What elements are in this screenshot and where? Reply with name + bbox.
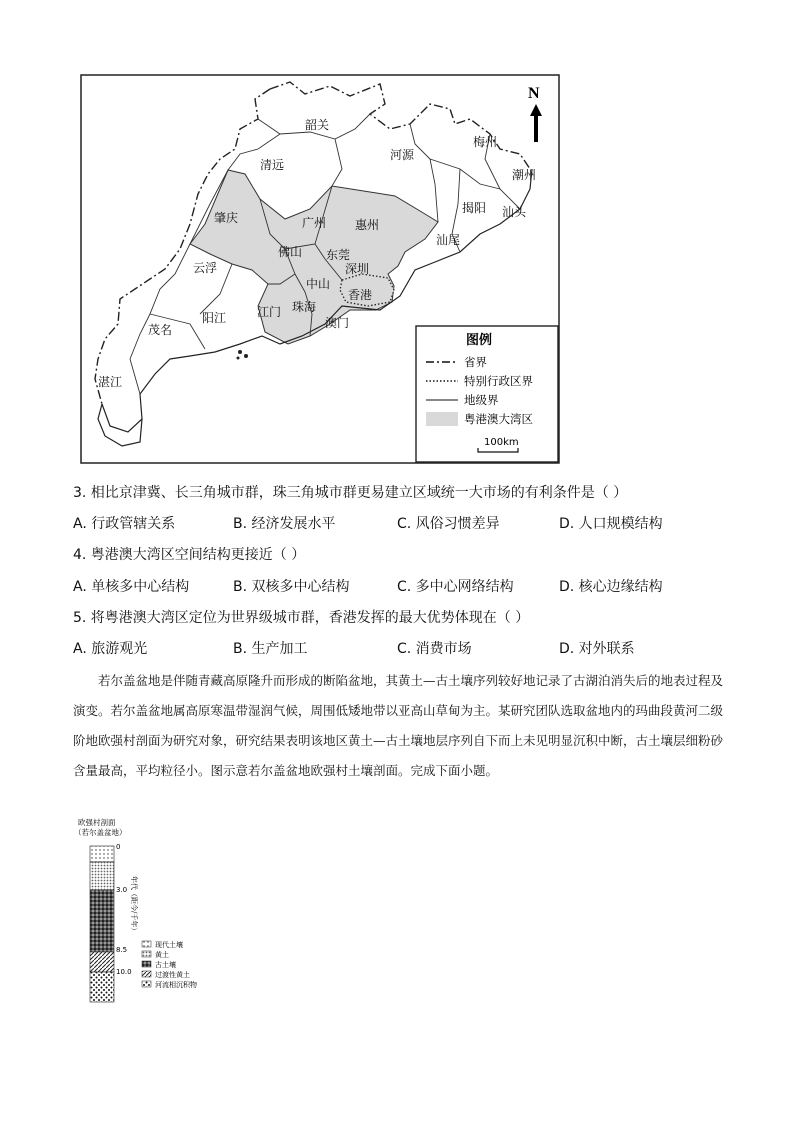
layer-loess: [90, 862, 114, 890]
city-shanwei: 汕尾: [436, 233, 461, 247]
legend-item-province: 省界: [464, 355, 487, 369]
layer-paleosol: [90, 890, 114, 952]
city-shaoguan: 韶关: [305, 118, 330, 132]
city-huizhou: 惠州: [355, 218, 380, 232]
tick-3: 3.0: [116, 886, 128, 894]
profile-title-2: （若尔盖盆地）: [74, 828, 127, 837]
city-jiangmen: 江门: [257, 305, 282, 319]
tick-10: 10.0: [116, 968, 132, 976]
city-yunfu: 云浮: [193, 261, 218, 275]
tick-0: 0: [116, 843, 121, 851]
city-yangjiang: 阳江: [202, 311, 227, 325]
q3-option-a[interactable]: A. 行政管辖关系: [73, 516, 176, 532]
city-foshan: 佛山: [278, 245, 303, 259]
question-5-stem: 5. 将粤港澳大湾区定位为世界级城市群，香港发挥的最大优势体现在（ ）: [73, 610, 530, 626]
q4-option-b[interactable]: B. 双核多中心结构: [233, 579, 350, 595]
axis-label: 年代（距今/千年）: [130, 876, 138, 935]
map-legend: [416, 326, 558, 462]
city-zhaoqing: 肇庆: [214, 211, 239, 225]
city-chaozhou: 潮州: [512, 168, 537, 182]
layer-fluvial: [90, 972, 114, 1002]
city-shenzhen: 深圳: [345, 262, 370, 276]
q4-option-a[interactable]: A. 单核多中心结构: [73, 579, 190, 595]
tick-8-5: 8.5: [116, 946, 128, 954]
city-meizhou: 梅州: [473, 135, 498, 149]
legend-item-sar: 特别行政区界: [464, 374, 533, 388]
city-zhongshan: 中山: [306, 277, 331, 291]
guangdong-map: [80, 74, 560, 464]
q5-option-b[interactable]: B. 生产加工: [233, 641, 308, 657]
city-heyuan: 河源: [390, 148, 415, 162]
city-zhanjiang: 湛江: [98, 375, 123, 389]
legend-scale: 100km: [484, 437, 519, 448]
layer-modern-soil: [90, 846, 114, 862]
legend-loess: 黄土: [155, 951, 169, 959]
question-3-stem: 3. 相比京津冀、长三角城市群，珠三角城市群更易建立区域统一大市场的有利条件是（ ）: [73, 485, 628, 501]
city-guangzhou: 广州: [302, 216, 327, 230]
city-dongguan: 东莞: [326, 248, 351, 262]
legend-item-bay-area: 粤港澳大湾区: [464, 412, 533, 426]
reading-passage: [73, 666, 723, 786]
north-label: N: [528, 85, 540, 102]
soil-profile-figure: [70, 816, 240, 1008]
passage-text: 若尔盖盆地是伴随青藏高原隆升而形成的断陷盆地，其黄土—古土壤序列较好地记录了古湖泊消失后的地表过程及演变。若尔盖盆地属高原寒温带湿润气候，周围低矮地带以亚高山草甸为主。某研究团队选取盆地内的玛曲段黄河二级阶地欧强村剖面为研究对象，研究结果表明该地区黄土—古土壤地层序列自下而上未见明显沉积中断，古土壤层细粉砂含量最高，平均粒径小。图示意若尔盖盆地欧强村土壤剖面。完成下面小题。: [73, 673, 724, 778]
city-qingyuan: 清远: [260, 158, 285, 172]
q4-option-c[interactable]: C. 多中心网络结构: [397, 579, 514, 595]
city-hongkong: 香港: [348, 288, 373, 302]
profile-title-1: 欧强村剖面: [78, 818, 116, 827]
layer-transitional-loess: [90, 952, 114, 972]
q4-option-d[interactable]: D. 核心边缘结构: [559, 579, 663, 595]
legend-transitional-loess: 过渡性黄土: [155, 971, 190, 979]
q3-option-d[interactable]: D. 人口规模结构: [559, 516, 663, 532]
legend-modern-soil: 现代土壤: [155, 941, 183, 949]
city-shantou: 汕头: [502, 205, 527, 219]
legend-title: 图例: [466, 333, 493, 348]
q3-option-c[interactable]: C. 风俗习惯差异: [397, 516, 500, 532]
profile-legend: [142, 940, 197, 989]
q5-option-d[interactable]: D. 对外联系: [559, 641, 635, 657]
city-zhuhai: 珠海: [292, 300, 317, 314]
legend-paleosol: 古土壤: [155, 961, 176, 969]
q3-option-b[interactable]: B. 经济发展水平: [233, 516, 336, 532]
legend-item-prefecture: 地级界: [464, 393, 499, 407]
question-4-stem: 4. 粤港澳大湾区空间结构更接近（ ）: [73, 547, 306, 563]
q5-option-a[interactable]: A. 旅游观光: [73, 641, 148, 657]
q5-option-c[interactable]: C. 消费市场: [397, 641, 472, 657]
city-macao: 澳门: [325, 316, 350, 330]
legend-fluvial: 河流相沉积物: [155, 981, 197, 989]
city-jieyang: 揭阳: [462, 201, 487, 215]
city-maoming: 茂名: [148, 323, 173, 337]
